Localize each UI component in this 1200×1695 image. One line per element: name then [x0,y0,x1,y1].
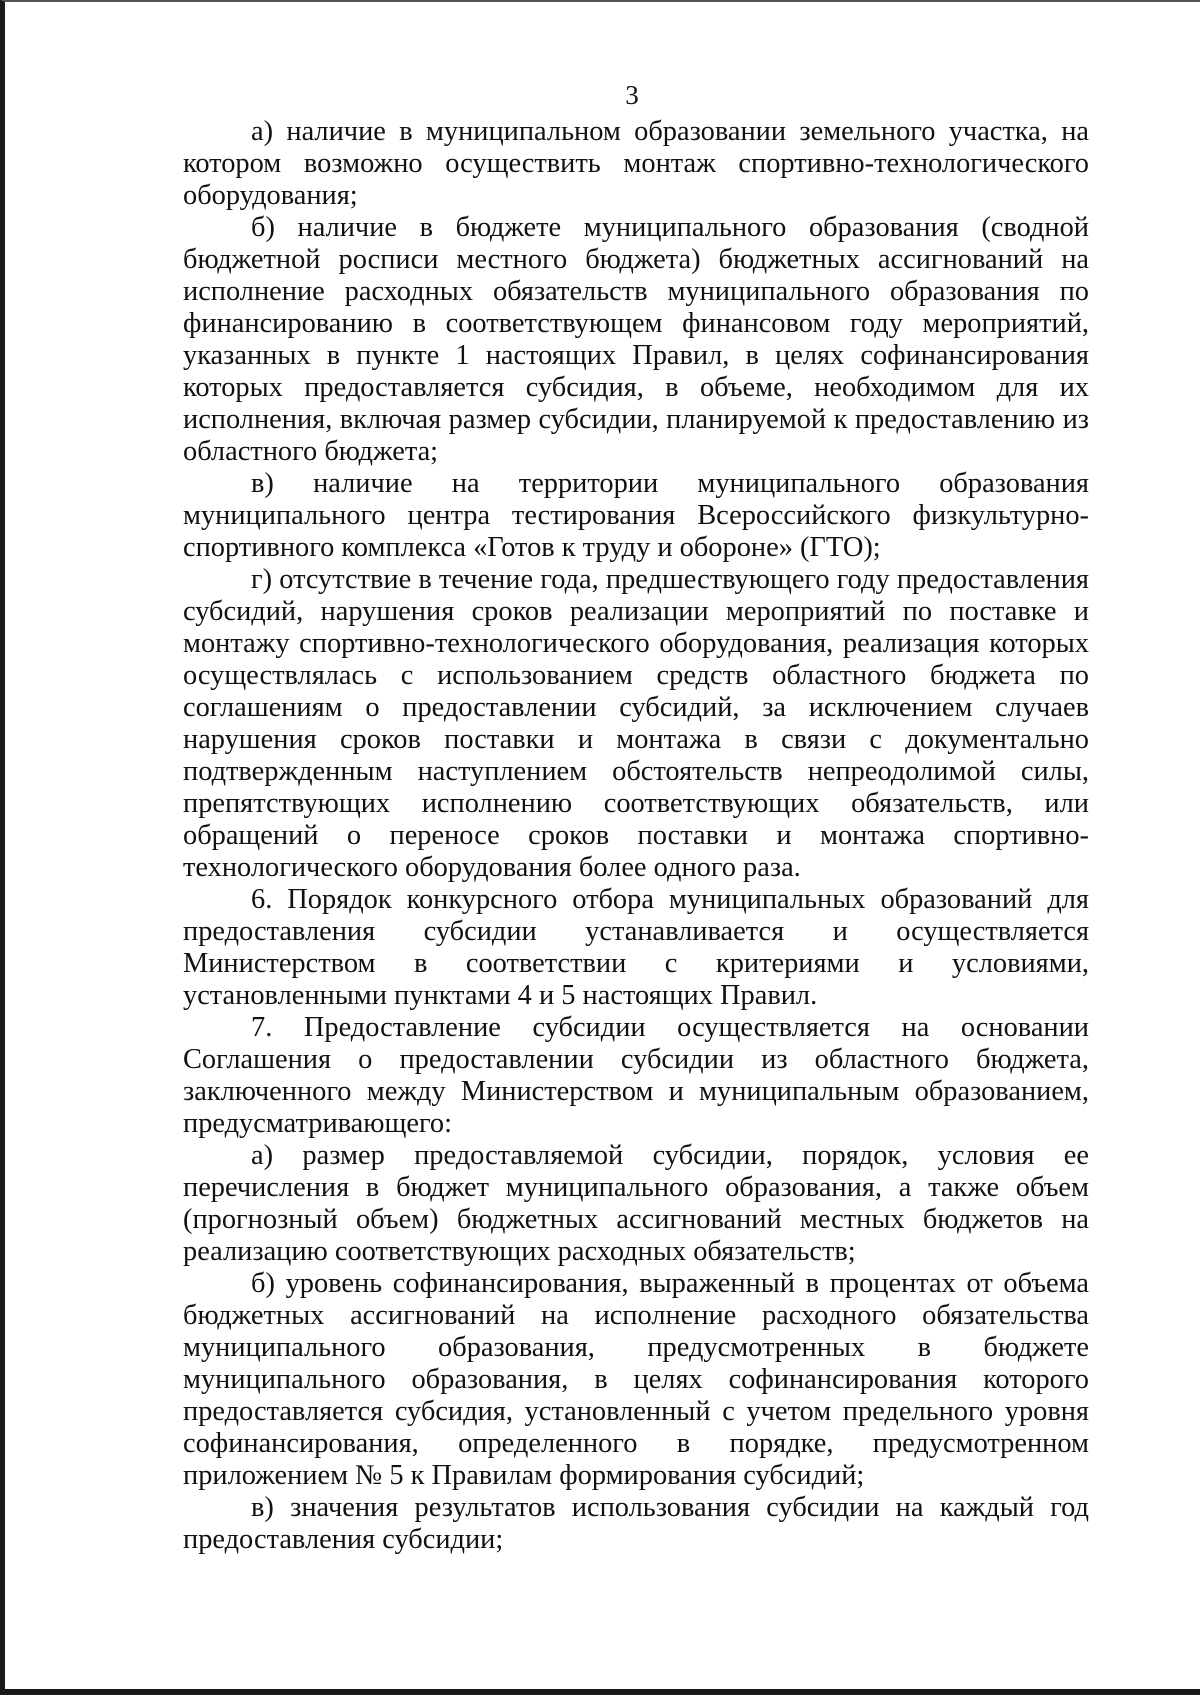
paragraph-item-7-agreement: 7. Предоставление субсидии осуществляется на основании Соглашения о предоставлении субсидии из областного бюджета, заключенного между Министерством и муниципальным образованием, предусматривающего: [183,1012,1089,1139]
paragraph-criterion-a-land-plot: а) наличие в муниципальном образовании земельного участка, на котором возможно осуществить монтаж спортивно-технологического оборудования; [183,116,1089,211]
paragraph-agreement-a-subsidy-size: а) размер предоставляемой субсидии, порядок, условия ее перечисления в бюджет муниципального образования, а также объем (прогнозный объем) бюджетных ассигнований местных бюджетов на реализацию соответствующих расходных обязательств; [183,1140,1089,1267]
paragraph-criterion-v-gto-center: в) наличие на территории муниципального образования муниципального центра тестирования Всероссийского физкультурно-спортивного комплекса «Готов к труду и обороне» (ГТО); [183,468,1089,563]
page-number: 3 [625,80,639,110]
paragraph-criterion-g-no-violations: г) отсутствие в течение года, предшествующего году предоставления субсидий, нарушения сроков реализации мероприятий по поставке и монтажу спортивно-технологического оборудования, реализация которых осуществлялась с использованием средств областного бюджета по соглашениям о предоставлении субсидий, за исключением случаев нарушения сроков поставки и монтажа в связи с документально подтвержденным наступлением обстоятельств непреодолимой силы, препятствующих исполнению соответствующих обязательств, или обращений о переносе сроков поставки и монтажа спортивно-технологического оборудования более одного раза. [183,564,1089,883]
paragraph-agreement-v-result-values: в) значения результатов использования субсидии на каждый год предоставления субсидии; [183,1492,1089,1555]
document-body [183,116,1089,1556]
paragraph-item-6-selection-procedure: 6. Порядок конкурсного отбора муниципальных образований для предоставления субсидии устанавливается и осуществляется Министерством в соответствии с критериями и условиями, установленными пунктами 4 и 5 настоящих Правил. [183,884,1089,1011]
paragraph-criterion-b-budget-allocations: б) наличие в бюджете муниципального образования (сводной бюджетной росписи местного бюджета) бюджетных ассигнований на исполнение расходных обязательств муниципального образования по финансированию в соответствующем финансовом году мероприятий, указанных в пункте 1 настоящих Правил, в целях софинансирования которых предоставляется субсидия, в объеме, необходимом для их исполнения, включая размер субсидии, планируемой к предоставлению из областного бюджета; [183,212,1089,467]
paragraph-agreement-b-cofinancing-level: б) уровень софинансирования, выраженный в процентах от объема бюджетных ассигнований на исполнение расходного обязательства муниципального образования, предусмотренных в бюджете муниципального образования, в целях софинансирования которого предоставляется субсидия, установленный с учетом предельного уровня софинансирования, определенного в порядке, предусмотренном приложением № 5 к Правилам формирования субсидий; [183,1268,1089,1491]
